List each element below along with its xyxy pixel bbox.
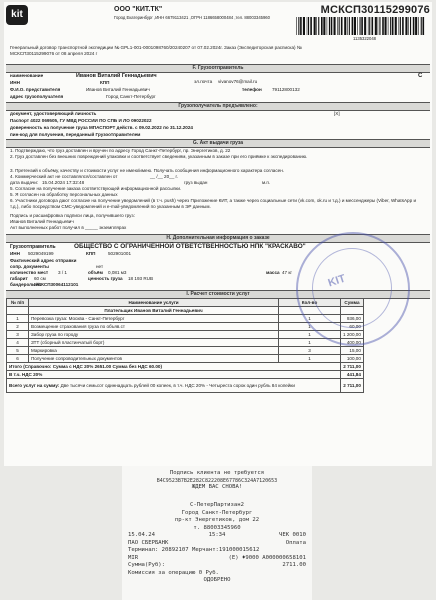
words-sum: 2 711,00 [341,379,364,393]
document-mark: [X] [334,111,340,116]
receipt-store: С-ПетерПартизан2 [190,502,244,508]
volume-value: 0,081 м3 [108,270,127,275]
cell-qty: 1 [279,339,341,347]
issue-p4: 4. Коммерческий акт не составлялся/составлен от [10,174,118,179]
extra-kpp-label: КПП [86,251,96,256]
waybill-sheet [4,2,432,466]
total-value: 2 711,00 [341,363,364,371]
issue-p5b: 5. Я согласен на обработку персональных данных [10,192,118,197]
issue-sign-label: Подпись и расшифровка подписи лица, получившего груз: [10,213,135,218]
volume-label: объём [88,270,103,275]
card-receipt [122,466,312,600]
pin-line: пин-код для получения, переданный Грузоотправителем [10,132,141,137]
receipt-operation: Оплата [285,539,306,546]
barcode-number: 1135322048 [353,36,376,41]
cell-name: Возмещение страхования груза по объяв.ст [29,323,279,331]
cell-qty: 1 [279,323,341,331]
company-name: ООО "КИТ.ТК" [114,6,163,13]
cell-sum: 15,00 [341,347,364,355]
cell-no: 3 [7,331,29,339]
receipt-no-signature: Подпись клиента не требуется [169,470,265,476]
receipt-sum-label: Сумма(Руб): [128,562,166,569]
value-value: 18 193 RUB [128,276,154,281]
band-value: МСКСП30064112101 [34,282,79,287]
issue-date-label: дата выдачи: [10,180,39,185]
cell-name: Получение сопроводительных документов [29,355,279,363]
col-qty: Кол-во [279,299,341,307]
weight-value: 47 кг [282,270,293,275]
receipt-commission: Комиссия за операцию 0 Руб. [128,569,219,576]
power-line: доверенность на получение груза МПАСПОРТ действ. с 09.02.2022 по 31.12.2024 [10,125,193,130]
issue-p5: 5. Согласие на получение заказа соответствующей информационной рассылки. [10,186,182,191]
barcode [296,17,426,35]
receipt-bank-row [128,540,306,548]
sender-email: vivanov76@mail.ru [218,79,258,84]
waybill-number: МСКСП30115299076 [320,4,430,16]
section-extra: H. Дополнительная информация о заказе [6,234,430,243]
section-agent: Грузополучатель предъявлено: [6,102,430,111]
cell-no: 6 [7,355,29,363]
receipt-phone: т. 88003345960 [193,524,241,531]
weight-label: масса [266,270,280,275]
company-stamp [296,232,410,346]
docs-value: нет [96,264,104,269]
receipt-card-number: (E) ♦9000 A000000658101 [228,554,306,561]
cell-qty: 3 [279,347,341,355]
sender-fio-label: Ф.И.О. представителя [10,87,61,92]
words-label: Всего услуг на сумму: [9,382,60,388]
qty-value: 3 / 1 [58,270,67,275]
sender-phone: 79112800132 [272,87,300,92]
cell-qty: 1 [279,315,341,323]
cell-no: 4 [7,339,29,347]
sender-name: Иванов Виталий Геннадьевич [76,73,157,79]
total-row [7,363,364,371]
issue-p6: 6. Участники договора дают согласие на получение уведомлений (в т.ч. push) через Приложение КИТ, а также через социальные сети (vk.com, ok.ru и т.д.) и мессенджеры (Viber, WhatsApp и т.д.), либо посредством СМС-уведомлений и e-mail-уведомлений по указанным в ЭР данным. [10,198,417,209]
sender-address: Город Санкт-Петербург [106,94,156,99]
sender-kpp-label: КПП [100,80,110,85]
issue-p3: 3. Претензий к объёму, качеству и стоимости услуг не имею/имею. Получать сообщения информационного характера согласен. [10,168,285,173]
stamp-text: KIT [326,272,348,290]
receipt-terminal: Терминал: 20892107 Мерчант:191000015612 [128,547,260,554]
section-issue: G. Акт выдачи груза [6,139,430,148]
consignor-label: Грузоотправитель [10,244,56,250]
table-row [7,355,364,363]
issue-weight-unit: м.п. [262,180,271,185]
receipt-sum-row [128,562,306,570]
table-row [7,339,364,347]
issue-sign-name: Иванов Виталий Геннадьевич [10,219,74,224]
vat-row [7,371,364,379]
cell-no: 2 [7,323,29,331]
value-label: ценность груза [88,276,123,281]
kit-logo: kit [6,5,28,25]
size-value: 60 см [34,276,46,281]
sender-inn-label: ИНН [10,80,20,85]
size-label: габарит [10,276,28,281]
receipt-time: 15:34 [208,532,226,538]
issue-p2: 2. Груз доставлен без внешних повреждений упаковки и соответствует сведениям, указанным в заказе при его приёмке к экспедированию. [10,154,308,159]
issue-date: 15.04.2024 17:32:48 [42,180,85,185]
cell-sum: 1 200,00 [341,331,364,339]
receipt-sum: 2711.00 [282,562,306,569]
issue-p1: 1. Подтверждаю, что груз доставлен и вручен по адресу Город Санкт-Петербург, пр. Энергетиков, д. 22 [10,148,231,153]
payer-name: Плательщик Иванов Виталий Геннадьевич [29,307,279,315]
extra-inn-label: ИНН [10,251,20,256]
total-label: Итого (Справочно: Сумма с НДС 20% 2651.00 Сумма без НДС 60.00) [7,363,341,371]
cell-no: 5 [7,347,29,355]
issue-act-label: Акт выполненных работ получил в _____ экземплярах [10,225,127,230]
document-label: документ, удостоверяющий личность [10,111,97,116]
cell-name: ЗТТ (сборный пластинчатый борт) [29,339,279,347]
col-no: № п/п [7,299,29,307]
col-sum: Сумма [341,299,364,307]
issue-weight-label: груз выдан [184,180,208,185]
cell-sum: 400,00 [341,339,364,347]
receipt-card-type: MIR [128,554,139,561]
section-services: I. Расчет стоимости услуг [6,290,430,299]
receipt-datetime-row [128,532,306,540]
words-text: Две тысячи семьсот одиннадцать рублей 00 копеек, в т.ч. НДС 20% - Четыреста сорок один рубль 84 копейки [60,382,295,388]
col-name: Наименование услуги [29,299,279,307]
cell-sum: 936,00 [341,315,364,323]
vat-value: 441,84 [341,371,364,379]
extra-inn: 5029049199 [28,251,54,256]
receipt-check-no: ЧЕК 0010 [279,532,306,538]
passport-line: Паспорт 4022 069505, ГУ МВД РОССИИ ПО СПБ И ЛО 09022022 [10,118,152,123]
words-cell [7,379,341,393]
sender-fio: Иванов Виталий Геннадьевич [86,87,150,92]
qty-label: количество мест [10,270,49,275]
receipt-address: пр-кт Энергетиков, дом 22 [174,517,260,524]
sender-phone-label: телефон [242,87,262,92]
cell-no: 1 [7,315,29,323]
receipt-approved: ОДОБРЕНО [203,577,231,584]
issue-p4-date: __ /__ 20__ г. [150,174,178,179]
company-address: Город Екатеринбург ,ИНН 6679113421 ,ОГРН 1186658000484 ,тел. 88003345960 [114,15,270,20]
sender-address-label: адрес грузополучателя [10,94,64,99]
cell-sum: 60,00 [341,323,364,331]
sender-c-mark: С [418,73,423,79]
receipt-city: Город Санкт-Петербург [181,509,253,516]
words-row [7,379,364,393]
cell-qty: 1 [279,331,341,339]
cell-sum: 100,00 [341,355,364,363]
sender-name-label: наименование [10,73,44,78]
sender-email-label: эл.почта [194,79,213,84]
band-label: бандероль № [10,282,42,287]
cell-qty: 1 [279,355,341,363]
receipt-date: 15.04.24 [128,532,155,538]
receipt-hash: B4C9523B7B2E282C822208E67786C324A7120653 [156,477,278,484]
cell-name: Маркировка [29,347,279,355]
stamp-inner-ring [312,248,392,328]
receipt-thanks: ЖДЕМ ВАС СНОВА! [191,484,243,491]
table-row [7,331,364,339]
receipt-bank: ПАО СБЕРБАНК [128,539,169,546]
cell-name: Забор груза по городу [29,331,279,339]
consignor-name: ОБЩЕСТВО С ОГРАНИЧЕННОЙ ОТВЕТСТВЕННОСТЬЮ НПК "КРАСКАВО" [74,243,306,250]
vat-label: В т.ч. НДС 20% [7,371,341,379]
docs-label: сопр. документы [10,264,49,269]
extra-kpp: 502901001 [108,251,131,256]
fact-address-label: Фактический адрес отправки [10,258,77,263]
section-sender: F. Грузоотправитель [6,64,430,73]
cell-name: Перевозка груза: Москва - Санкт-Петербург [29,315,279,323]
table-row [7,347,364,355]
contract-text: Генеральный договор транспортной экспедиции № GPL1-001-0001098760/20240207 от 07.02.2024г. Заказ (Экспедиторская расписка) № МСКСП30115299076 от 08 апреля 2024 г [10,45,302,56]
